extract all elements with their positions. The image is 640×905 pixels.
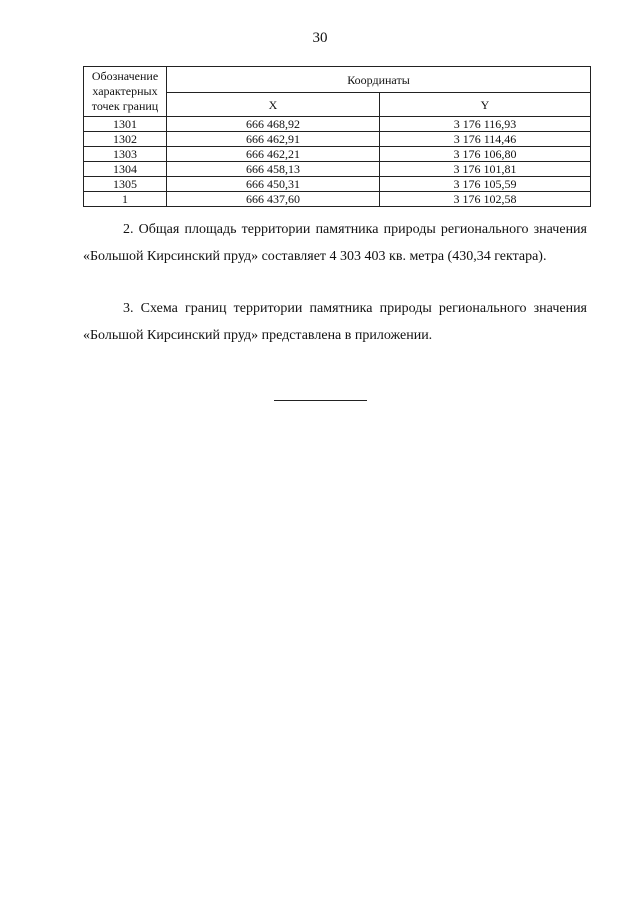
- point-cell: 1302: [84, 132, 167, 147]
- y-cell: 3 176 106,80: [380, 147, 591, 162]
- point-cell: 1: [84, 192, 167, 207]
- closing-divider: [274, 400, 367, 401]
- header-point-label: Обозначение характерных точек границ: [84, 67, 167, 117]
- x-cell: 666 462,21: [167, 147, 380, 162]
- paragraph-scheme-text: 3. Схема границ территории памятника природы регионального значения «Большой Кирсинский пруд» представлена в приложении.: [83, 301, 587, 343]
- y-cell: 3 176 116,93: [380, 117, 591, 132]
- table-row: [84, 132, 591, 147]
- x-cell: 666 468,92: [167, 117, 380, 132]
- header-coordinates: Координаты: [167, 67, 591, 93]
- header-y: Y: [380, 93, 591, 117]
- point-cell: 1305: [84, 177, 167, 192]
- x-cell: 666 437,60: [167, 192, 380, 207]
- paragraph-area-text: 2. Общая площадь территории памятника природы регионального значения «Большой Кирсинский пруд» составляет 4 303 403 кв. метра (430,34 гектара).: [83, 222, 587, 264]
- y-cell: 3 176 114,46: [380, 132, 591, 147]
- y-cell: 3 176 105,59: [380, 177, 591, 192]
- coordinates-table: [83, 66, 591, 207]
- header-x: X: [167, 93, 380, 117]
- paragraph-area: [83, 216, 587, 270]
- x-cell: 666 462,91: [167, 132, 380, 147]
- point-cell: 1303: [84, 147, 167, 162]
- table-row: [84, 192, 591, 207]
- table-row: [84, 177, 591, 192]
- x-cell: 666 450,31: [167, 177, 380, 192]
- page-number: 30: [312, 30, 328, 46]
- point-cell: 1304: [84, 162, 167, 177]
- table-row: [84, 162, 591, 177]
- point-cell: 1301: [84, 117, 167, 132]
- x-cell: 666 458,13: [167, 162, 380, 177]
- y-cell: 3 176 102,58: [380, 192, 591, 207]
- y-cell: 3 176 101,81: [380, 162, 591, 177]
- paragraph-scheme: [83, 295, 587, 349]
- table-row: [84, 117, 591, 132]
- table-row: [84, 147, 591, 162]
